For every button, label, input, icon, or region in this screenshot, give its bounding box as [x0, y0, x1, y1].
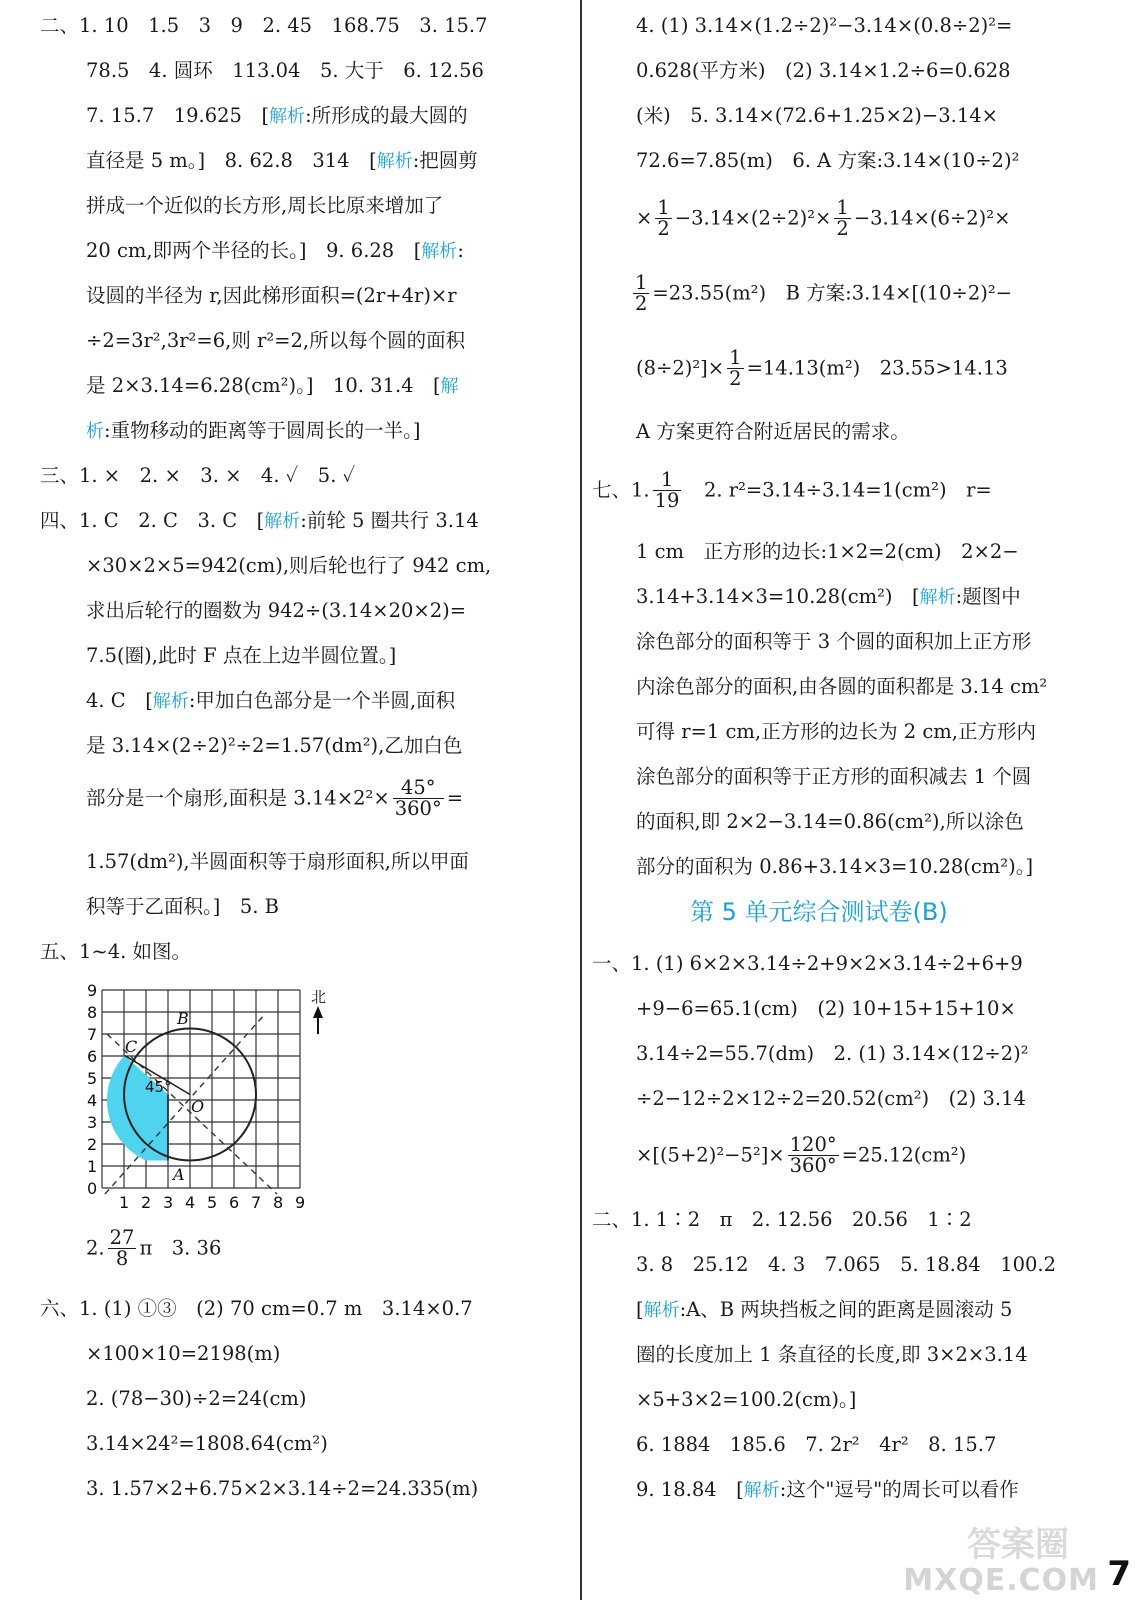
answer-line: 72.6=7.85(m) 6. A 方案:3.14×(10÷2)²: [636, 149, 1020, 172]
answer-line: 涂色部分的面积等于正方形的面积减去 1 个圆: [636, 765, 1032, 788]
x-axis-labels: [119, 1193, 305, 1212]
analysis-tag: 解析: [152, 691, 189, 712]
answer-line: ×100×10=2198(m): [86, 1342, 281, 1365]
answer-line: 1 cm 正方形的边长:1×2=2(cm) 2×2−: [636, 540, 1019, 563]
answer-line: 涂色部分的面积等于 3 个圆的面积加上正方形: [636, 630, 1032, 653]
answer-line: × $\frac{1}{2}$ −3.14×(2÷2)²× $\frac{1}{2}$ −3.14×(6÷2)²×: [636, 196, 1011, 241]
answer-line: 二、1. 1∶2 π 2. 12.56 20.56 1∶2: [592, 1208, 972, 1231]
answer-line: 3.14+3.14×3=10.28(cm²) [解析:题图中: [636, 585, 1021, 608]
answer-line: 六、1. (1) ①③ (2) 70 cm=0.7 m 3.14×0.7: [40, 1297, 473, 1320]
y-tick-label: 1: [87, 1157, 98, 1176]
answer-line: 4. (1) 3.14×(1.2÷2)²−3.14×(0.8÷2)²=: [636, 14, 1013, 37]
analysis-tag: 解析: [264, 511, 301, 532]
fraction: $\frac{1}{2}$: [729, 346, 742, 391]
answer-line: 拼成一个近似的长方形,周长比原来增加了: [86, 194, 444, 217]
right-column: [590, 0, 1139, 1600]
answer-line: ×[(5+2)²−5²]× $\frac{120^\circ}{360^\circ}$ =25.12(cm²): [636, 1133, 967, 1178]
fraction: $\frac{1}{2}$: [836, 196, 849, 241]
fraction: $\frac{1}{2}$: [657, 196, 670, 241]
y-tick-label: 7: [87, 1025, 98, 1044]
analysis-tag: 解析: [643, 1300, 680, 1321]
answer-line: ×30×2×5=942(cm),则后轮也行了 942 cm,: [86, 554, 492, 577]
x-tick-label: 7: [251, 1193, 262, 1212]
point-label-b: B: [177, 1009, 189, 1028]
column-divider: [580, 0, 582, 1600]
y-tick-label: 2: [87, 1135, 98, 1154]
answer-line: 2. (78−30)÷2=24(cm): [86, 1387, 307, 1410]
analysis-tag: 析: [86, 421, 104, 442]
answer-line: +9−6=65.1(cm) (2) 10+15+15+10×: [636, 997, 1016, 1020]
y-axis-labels: [87, 984, 97, 1198]
answer-line: (米) 5. 3.14×(72.6+1.25×2)−3.14×: [636, 104, 999, 127]
answer-line: 一、1. (1) 6×2×3.14÷2+9×2×3.14÷2+6+9: [592, 952, 1023, 975]
answer-line: 五、1~4. 如图。: [40, 940, 192, 963]
answer-line: 20 cm,即两个半径的长。] 9. 6.28 [解析:: [86, 239, 464, 262]
y-tick-label: 4: [87, 1091, 98, 1110]
answer-line: 3.14×24²=1808.64(cm²): [86, 1432, 328, 1455]
answer-line: 积等于乙面积。] 5. B: [86, 895, 279, 918]
fraction: $\frac{1}{19}$: [654, 468, 680, 513]
y-tick-label: 6: [87, 1047, 98, 1066]
point-label-o: O: [191, 1097, 205, 1116]
answer-line: 4. C [解析:甲加白色部分是一个半圆,面积: [86, 689, 456, 712]
answer-line: $\frac{1}{2}$ =23.55(m²) B 方案:3.14×[(10÷2)²−: [635, 271, 1013, 316]
fraction: $\frac{120^\circ}{360^\circ}$: [789, 1133, 837, 1178]
y-tick-label: 9: [87, 984, 98, 1000]
answer-line: (8÷2)²]× $\frac{1}{2}$ =14.13(m²) 23.55>14.13: [636, 346, 1008, 391]
answer-line: 2. $\frac{27}{8}$ π 3. 36: [86, 1226, 222, 1271]
answer-line: 部分的面积为 0.86+3.14×3=10.28(cm²)。]: [636, 855, 1034, 878]
x-tick-label: 2: [141, 1193, 152, 1212]
page-number: 7: [1107, 1554, 1131, 1594]
angle-label: 45°: [145, 1078, 172, 1096]
answer-line: 求出后轮行的圈数为 942÷(3.14×20×2)=: [86, 599, 467, 622]
y-tick-label: 5: [87, 1069, 98, 1088]
x-tick-label: 1: [119, 1193, 130, 1212]
y-tick-label: 8: [87, 1003, 98, 1022]
analysis-tag: 解: [440, 376, 459, 397]
answer-line: ÷2=3r²,3r²=6,则 r²=2,所以每个圆的面积: [86, 329, 466, 352]
answer-line: 1.57(dm²),半圆面积等于扇形面积,所以甲面: [86, 850, 469, 873]
answer-line: [解析:A、B 两块挡板之间的距离是圆滚动 5: [636, 1298, 1013, 1321]
analysis-tag: 解析: [743, 1480, 780, 1501]
analysis-tag: 解析: [269, 106, 306, 127]
answer-line: 圈的长度加上 1 条直径的长度,即 3×2×3.14: [636, 1343, 1028, 1366]
answer-line: 二、1. 10 1.5 3 9 2. 45 168.75 3. 15.7: [40, 14, 488, 37]
answer-line: 析:重物移动的距离等于圆周长的一半。]: [86, 419, 421, 442]
answer-line: 三、1. × 2. × 3. × 4. ✓ 5. ✓: [40, 464, 356, 487]
x-tick-label: 9: [295, 1193, 306, 1212]
fraction: $\frac{27}{8}$: [109, 1226, 135, 1271]
answer-line: 七、1. $\frac{1}{19}$ 2. r²=3.14÷3.14=1(cm²) r=: [592, 468, 992, 513]
answer-line: 可得 r=1 cm,正方形的边长为 2 cm,正方形内: [636, 720, 1036, 743]
fraction: $\frac{1}{2}$: [635, 271, 648, 316]
analysis-tag: 解析: [919, 587, 956, 608]
x-tick-label: 8: [273, 1193, 284, 1212]
answer-line: 部分是一个扇形,面积是 3.14×2²× $\frac{45^\circ}{360^\circ}$ =: [86, 776, 464, 821]
answer-line: 是 3.14×(2÷2)²÷2=1.57(dm²),乙加白色: [86, 734, 463, 757]
north-label: 北: [311, 988, 327, 1006]
answer-line: 四、1. C 2. C 3. C [解析:前轮 5 圈共行 3.14: [40, 509, 479, 532]
answer-line: ÷2−12÷2×12÷2=20.52(cm²) (2) 3.14: [636, 1087, 1026, 1110]
answer-line: 3. 1.57×2+6.75×2×3.14÷2=24.335(m): [86, 1477, 479, 1500]
grid-figure: [85, 984, 345, 1214]
answer-line: A 方案更符合附近居民的需求。: [636, 420, 910, 443]
answer-line: 6. 1884 185.6 7. 2r² 4r² 8. 15.7: [636, 1433, 997, 1456]
x-tick-label: 4: [185, 1193, 196, 1212]
answer-line: 3.14÷2=55.7(dm) 2. (1) 3.14×(12÷2)²: [636, 1042, 1029, 1065]
answer-line: 3. 8 25.12 4. 3 7.065 5. 18.84 100.2: [636, 1253, 1057, 1276]
answer-line: 0.628(平方米) (2) 3.14×1.2÷6=0.628: [636, 59, 1011, 82]
fraction: $\frac{45^\circ}{360^\circ}$: [394, 776, 442, 821]
y-tick-label: 3: [87, 1113, 98, 1132]
x-tick-label: 5: [207, 1193, 218, 1212]
answer-line: 设圆的半径为 r,因此梯形面积=(2r+4r)×r: [86, 284, 457, 307]
answer-line: 内涂色部分的面积,由各圆的面积都是 3.14 cm²: [636, 675, 1048, 698]
section-title: 第 5 单元综合测试卷(B): [690, 898, 948, 926]
answer-line: 7. 15.7 19.625 [解析:所形成的最大圆的: [86, 104, 468, 127]
point-label-c: C: [125, 1037, 138, 1056]
answer-line: 78.5 4. 圆环 113.04 5. 大于 6. 12.56: [86, 59, 484, 82]
watermark-cn: 答案圈: [967, 1525, 1069, 1565]
watermark: MXQE.COM: [903, 1563, 1099, 1598]
north-arrow-icon: [313, 1006, 323, 1034]
answer-line: 是 2×3.14=6.28(cm²)。] 10. 31.4 [解: [86, 374, 459, 397]
x-tick-label: 3: [163, 1193, 174, 1212]
point-label-a: A: [173, 1165, 185, 1184]
x-tick-label: 6: [229, 1193, 240, 1212]
answer-line: ×5+3×2=100.2(cm)。]: [636, 1388, 857, 1411]
analysis-tag: 解析: [421, 241, 458, 262]
answer-line: 的面积,即 2×2−3.14=0.86(cm²),所以涂色: [636, 810, 1024, 833]
answer-line: 7.5(圈),此时 F 点在上边半圆位置。]: [86, 644, 397, 667]
shaded-region: [107, 1056, 168, 1161]
answer-line: 直径是 5 m。] 8. 62.8 314 [解析:把圆剪: [86, 149, 478, 172]
analysis-tag: 解析: [376, 151, 413, 172]
answer-line: 9. 18.84 [解析:这个"逗号"的周长可以看作: [636, 1478, 1019, 1501]
y-tick-label: 0: [87, 1179, 98, 1198]
